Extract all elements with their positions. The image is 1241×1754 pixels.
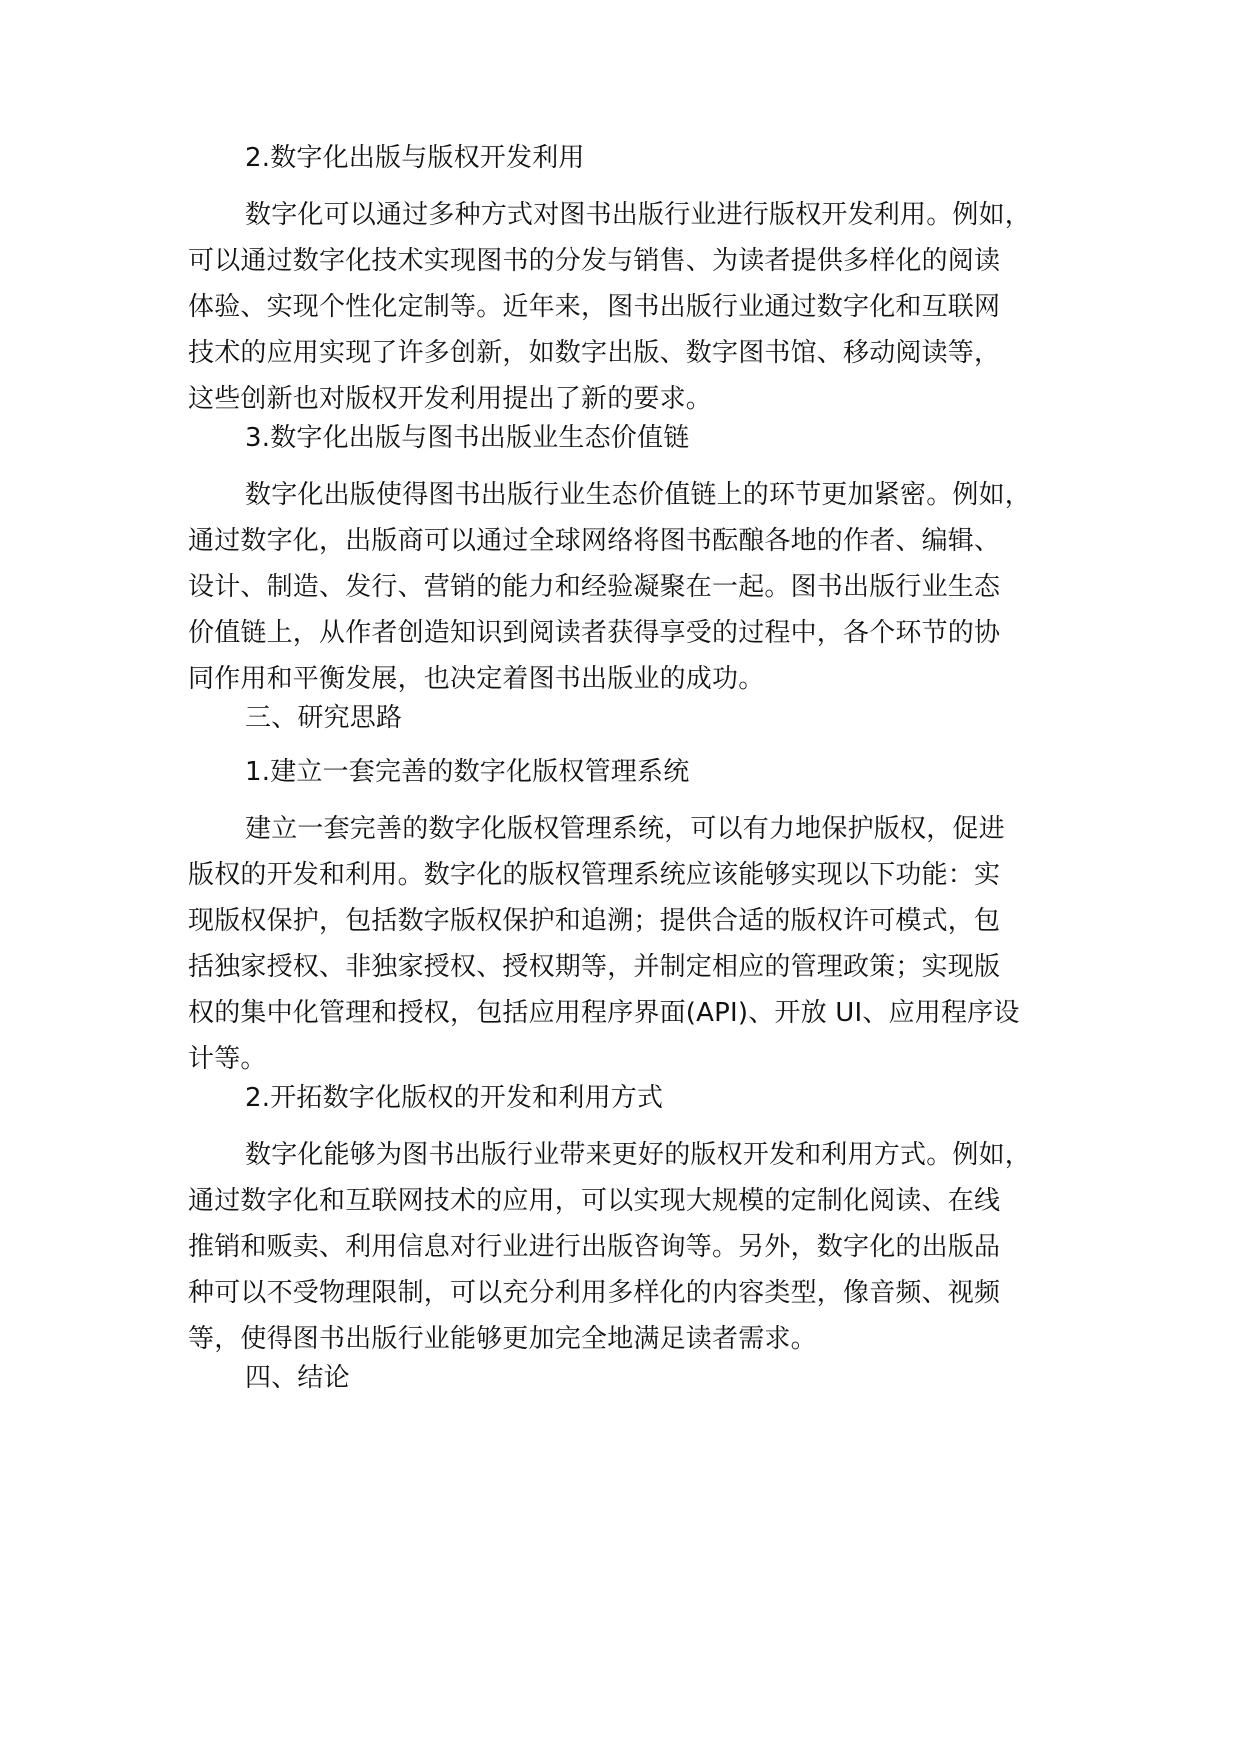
paragraph-line: 现版权保护，包括数字版权保护和追溯；提供合适的版权许可模式，包 <box>188 906 1001 936</box>
heading-text: 2.数字化出版与版权开发利用 <box>245 143 585 173</box>
paragraph-line: 同作用和平衡发展，也决定着图书出版业的成功。 <box>188 664 765 694</box>
section-heading <box>188 752 1088 792</box>
paragraph-line: 种可以不受物理限制，可以充分利用多样化的内容类型，像音频、视频 <box>188 1278 1001 1308</box>
paragraph-line: 等，使得图书出版行业能够更加完全地满足读者需求。 <box>188 1324 817 1354</box>
paragraph-line: 体验、实现个性化定制等。近年来，图书出版行业通过数字化和互联网 <box>188 292 1001 322</box>
paragraph-line: 价值链上，从作者创造知识到阅读者获得享受的过程中，各个环节的协 <box>188 618 1001 648</box>
paragraph-line: 数字化可以通过多种方式对图书出版行业进行版权开发利用。例如， <box>245 200 1032 230</box>
paragraph-line: 设计、制造、发行、营销的能力和经验凝聚在一起。图书出版行业生态 <box>188 572 1001 602</box>
paragraph-line: 版权的开发和利用。数字化的版权管理系统应该能够实现以下功能：实 <box>188 860 1001 890</box>
heading-text: 四、结论 <box>245 1363 350 1393</box>
body-paragraph <box>188 472 1088 702</box>
paragraph-line: 推销和贩卖、利用信息对行业进行出版咨询等。另外，数字化的出版品 <box>188 1232 1001 1262</box>
paragraph-line: 可以通过数字化技术实现图书的分发与销售、为读者提供多样化的阅读 <box>188 246 1001 276</box>
paragraph-line: 建立一套完善的数字化版权管理系统，可以有力地保护版权，促进 <box>245 814 1005 844</box>
paragraph-line: 计等。 <box>188 1044 267 1074</box>
paragraph-line: 通过数字化和互联网技术的应用，可以实现大规模的定制化阅读、在线 <box>188 1186 1001 1216</box>
heading-text: 3.数字化出版与图书出版业生态价值链 <box>245 423 690 453</box>
body-paragraph <box>188 1132 1088 1362</box>
paragraph-line: 括独家授权、非独家授权、授权期等，并制定相应的管理政策；实现版 <box>188 952 1001 982</box>
paragraph-line: 数字化出版使得图书出版行业生态价值链上的环节更加紧密。例如， <box>245 480 1032 510</box>
heading-text: 2.开拓数字化版权的开发和利用方式 <box>245 1083 664 1113</box>
section-heading <box>188 698 1088 738</box>
paragraph-line: 这些创新也对版权开发利用提出了新的要求。 <box>188 384 713 414</box>
heading-text: 1.建立一套完善的数字化版权管理系统 <box>245 757 690 787</box>
paragraph-line: 数字化能够为图书出版行业带来更好的版权开发和利用方式。例如， <box>245 1140 1032 1170</box>
section-heading <box>188 1358 1088 1398</box>
paragraph-line: 技术的应用实现了许多创新，如数字出版、数字图书馆、移动阅读等， <box>188 338 1001 368</box>
heading-text: 三、研究思路 <box>245 703 403 733</box>
section-heading <box>188 138 1088 178</box>
paragraph-line: 权的集中化管理和授权，包括应用程序界面(API)、开放 UI、应用程序设 <box>188 998 1020 1028</box>
paragraph-line: 通过数字化，出版商可以通过全球网络将图书酝酿各地的作者、编辑、 <box>188 526 1001 556</box>
section-heading <box>188 418 1088 458</box>
body-paragraph <box>188 806 1088 1082</box>
section-heading <box>188 1078 1088 1118</box>
body-paragraph <box>188 192 1088 422</box>
